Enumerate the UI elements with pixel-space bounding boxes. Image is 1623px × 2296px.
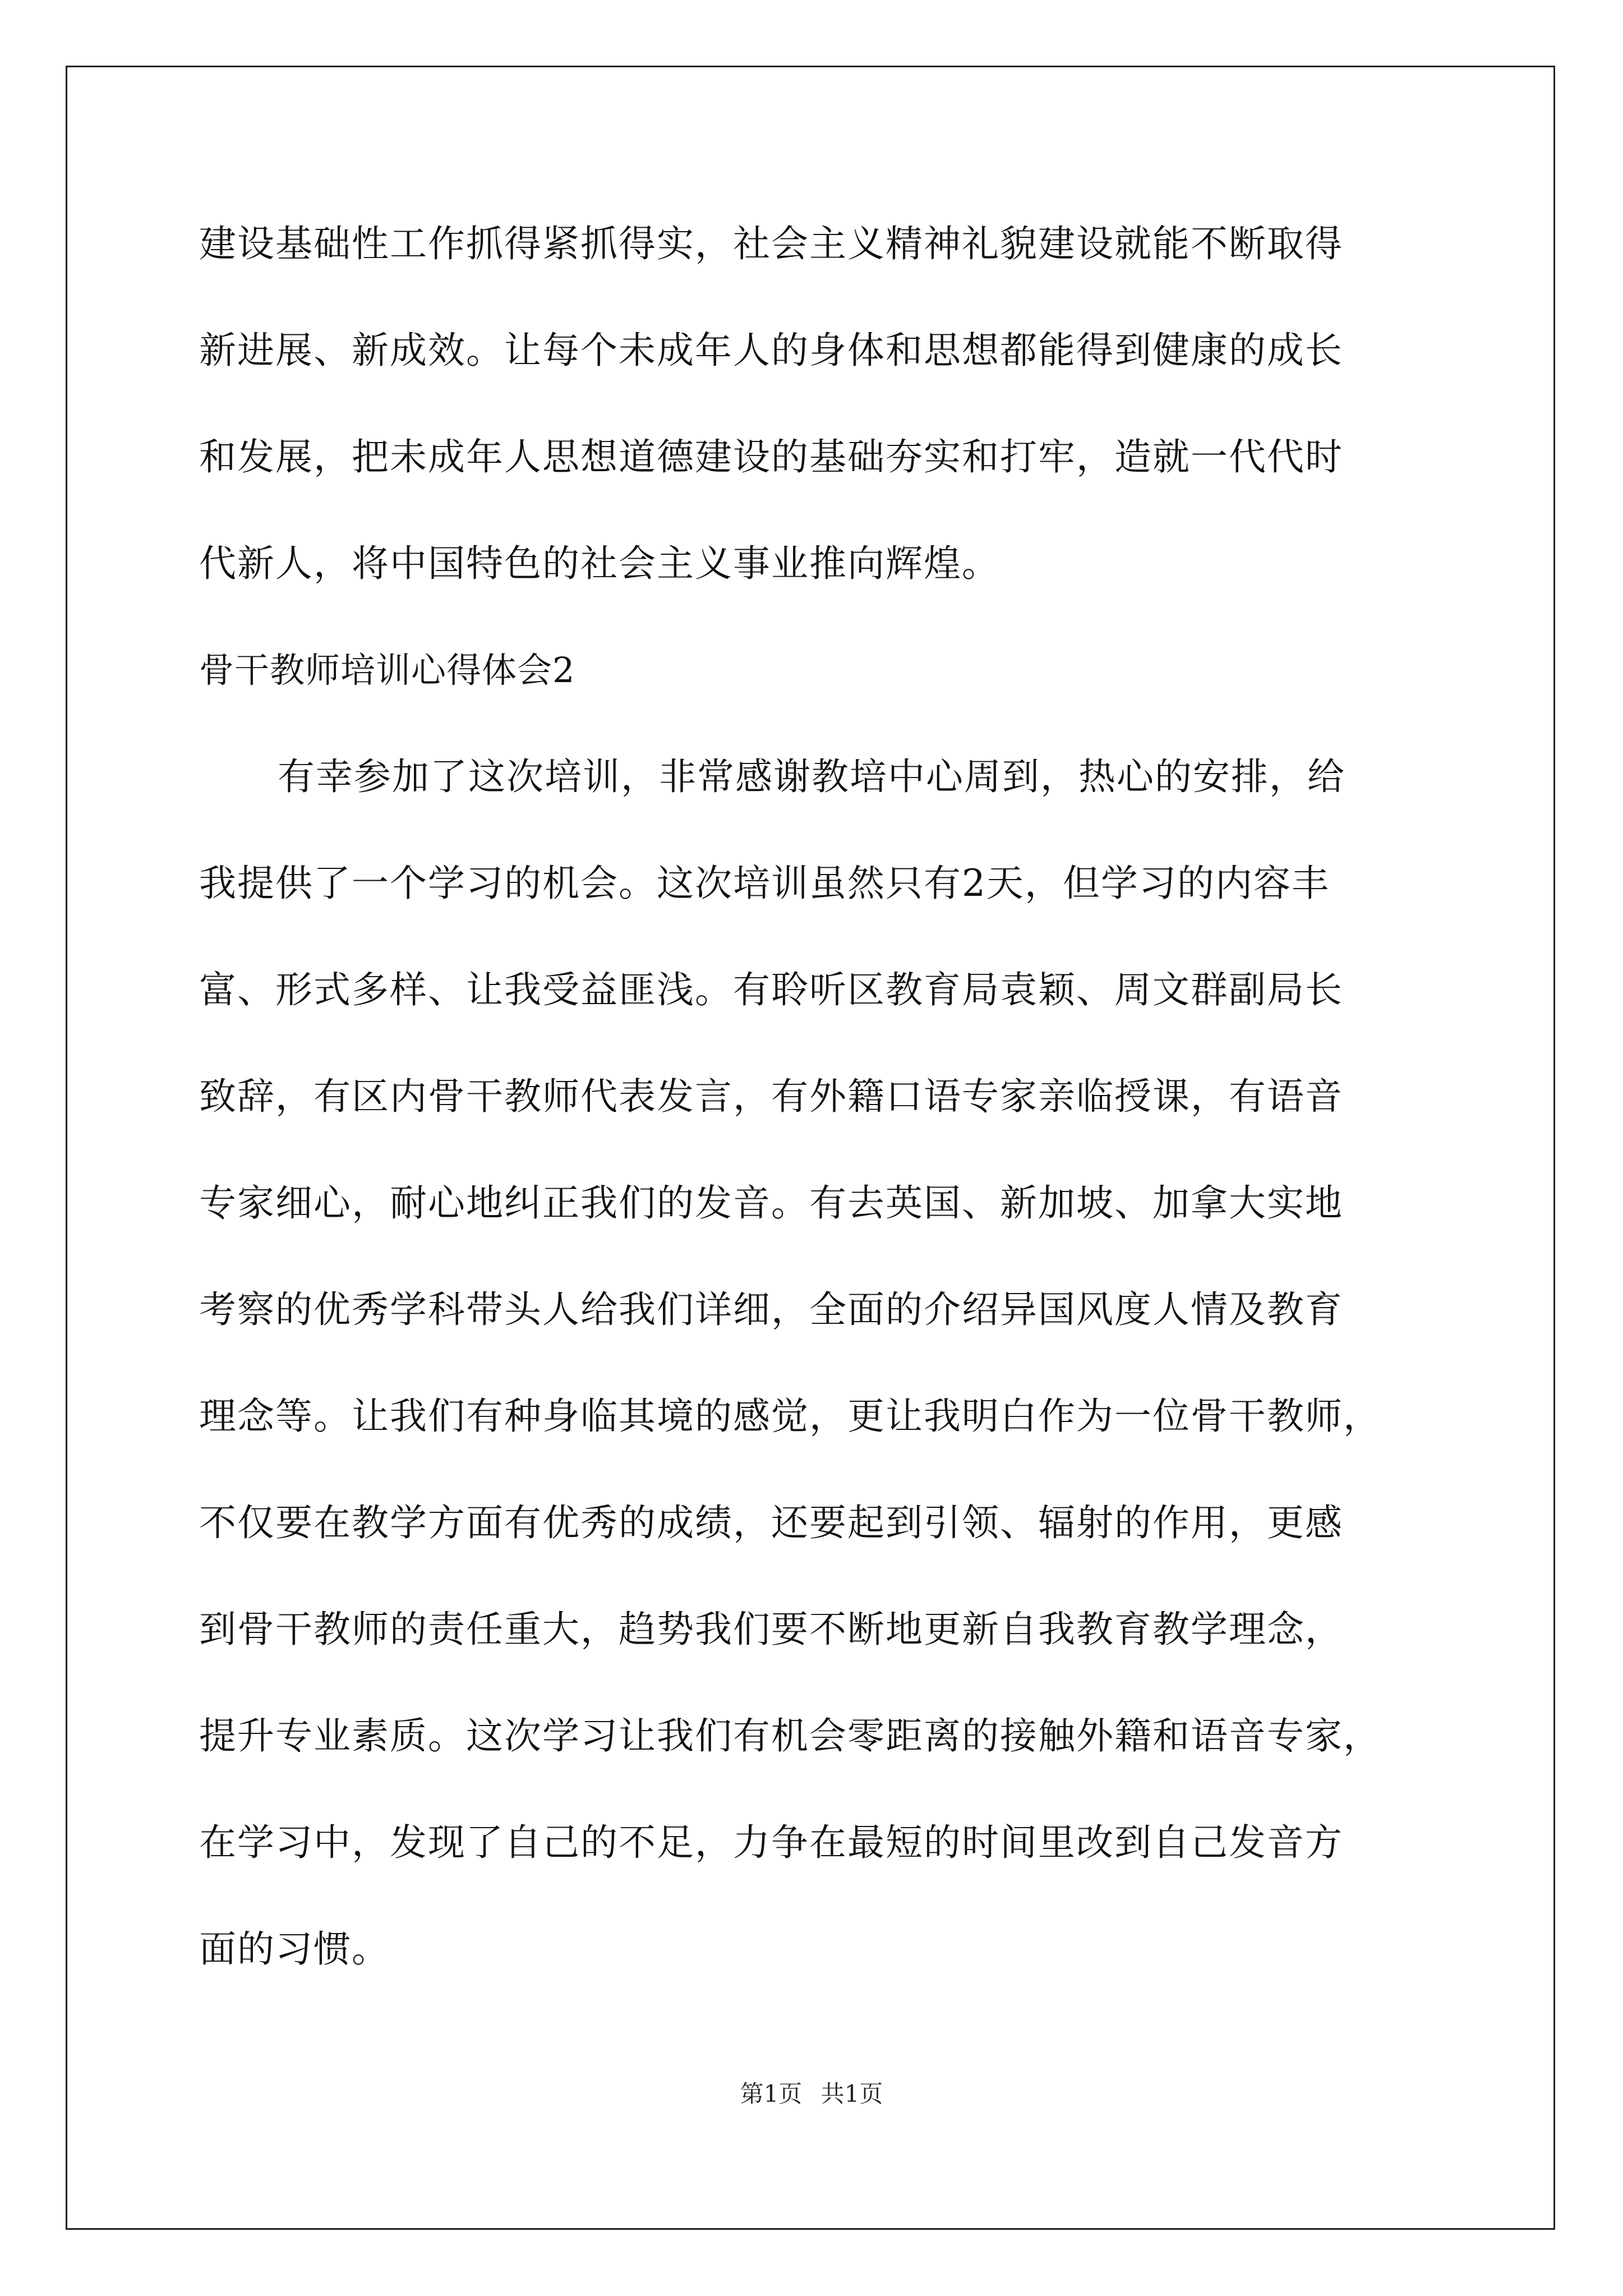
text-line: 富、形式多样、让我受益匪浅。有聆听区教育局袁颖、周文群副局长 [199, 968, 1343, 1011]
text-line: 我提供了一个学习的机会。这次培训虽然只有2天，但学习的内容丰 [199, 862, 1330, 905]
text-line: 建设基础性工作抓得紧抓得实，社会主义精神礼貌建设就能不断取得 [199, 222, 1343, 265]
text-line: 考察的优秀学科带头人给我们详细，全面的介绍异国风度人情及教育 [199, 1288, 1343, 1331]
text-line: 在学习中，发现了自己的不足，力争在最短的时间里改到自己发音方 [199, 1821, 1343, 1864]
page-footer [0, 2076, 1623, 2109]
text-line: 不仅要在教学方面有优秀的成绩，还要起到引领、辐射的作用，更感 [199, 1501, 1343, 1544]
document-body [199, 213, 1433, 2025]
section-heading: 骨干教师培训心得体会2 [199, 650, 575, 691]
text-line: 提升专业素质。这次学习让我们有机会零距离的接触外籍和语音专家， [199, 1714, 1381, 1757]
text-line: 专家细心，耐心地纠正我们的发音。有去英国、新加坡、加拿大实地 [199, 1181, 1343, 1225]
page-number: 第1页 [740, 2080, 803, 2108]
text-line: 致辞，有区内骨干教师代表发言，有外籍口语专家亲临授课，有语音 [199, 1075, 1343, 1118]
text-line: 和发展，把未成年人思想道德建设的基础夯实和打牢，造就一代代时 [199, 435, 1343, 478]
text-line: 到骨干教师的责任重大，趋势我们要不断地更新自我教育教学理念， [199, 1608, 1343, 1651]
text-line: 理念等。让我们有种身临其境的感觉，更让我明白作为一位骨干教师， [199, 1395, 1381, 1438]
text-line: 代新人，将中国特色的社会主义事业推向辉煌。 [199, 542, 1000, 585]
text-line: 新进展、新成效。让每个未成年人的身体和思想都能得到健康的成长 [199, 329, 1343, 372]
text-line: 有幸参加了这次培训，非常感谢教培中心周到，热心的安排，给 [278, 755, 1345, 798]
page-total: 共1页 [820, 2080, 883, 2108]
text-line: 面的习惯。 [199, 1927, 390, 1971]
